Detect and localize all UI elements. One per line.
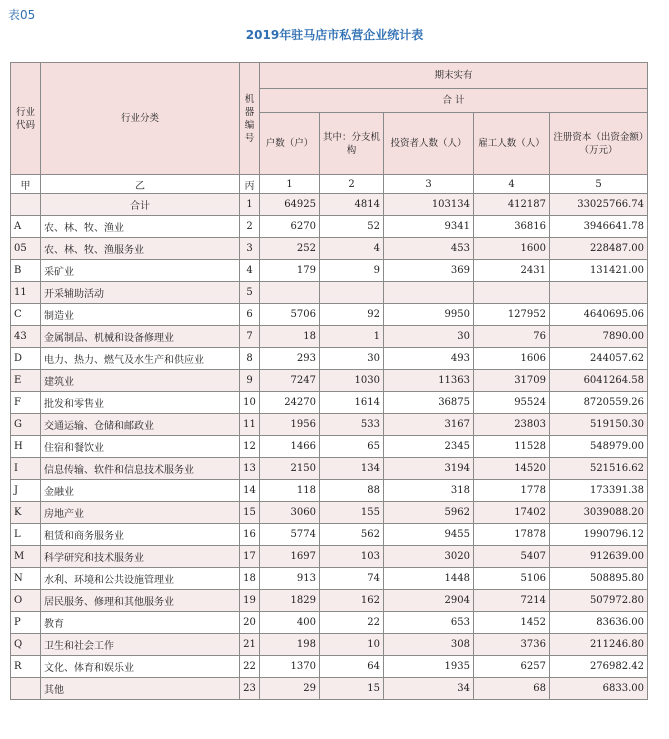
branches-cell: 92 xyxy=(320,304,384,326)
capital-cell: 33025766.74 xyxy=(550,194,648,216)
employees-cell: 6257 xyxy=(474,656,550,678)
households-cell: 29 xyxy=(260,678,320,700)
capital-cell: 228487.00 xyxy=(550,238,648,260)
investors-cell: 1935 xyxy=(384,656,474,678)
branches-cell: 30 xyxy=(320,348,384,370)
table-row xyxy=(11,414,648,436)
machine-code-cell: 13 xyxy=(240,458,260,480)
capital-cell: 3946641.78 xyxy=(550,216,648,238)
industry-name-cell: 租赁和商务服务业 xyxy=(41,524,240,546)
branches-cell: 65 xyxy=(320,436,384,458)
households-cell: 118 xyxy=(260,480,320,502)
industry-code-cell xyxy=(11,194,41,216)
table-row xyxy=(11,392,648,414)
branches-cell: 64 xyxy=(320,656,384,678)
industry-code-cell: M xyxy=(11,546,41,568)
employees-cell: 5106 xyxy=(474,568,550,590)
households-cell: 179 xyxy=(260,260,320,282)
households-cell: 3060 xyxy=(260,502,320,524)
branches-cell: 1030 xyxy=(320,370,384,392)
employees-cell: 127952 xyxy=(474,304,550,326)
machine-code-cell: 10 xyxy=(240,392,260,414)
capital-cell: 548979.00 xyxy=(550,436,648,458)
households-cell: 7247 xyxy=(260,370,320,392)
industry-code-cell: K xyxy=(11,502,41,524)
investors-cell: 34 xyxy=(384,678,474,700)
investors-cell: 2345 xyxy=(384,436,474,458)
industry-name-cell: 金属制品、机械和设备修理业 xyxy=(41,326,240,348)
investors-cell: 9455 xyxy=(384,524,474,546)
investors-cell: 36875 xyxy=(384,392,474,414)
industry-name-cell: 制造业 xyxy=(41,304,240,326)
employees-cell: 23803 xyxy=(474,414,550,436)
table-row xyxy=(11,480,648,502)
table-row xyxy=(11,524,648,546)
machine-code-cell: 8 xyxy=(240,348,260,370)
table-number: 表05 xyxy=(8,8,36,22)
investors-cell: 3194 xyxy=(384,458,474,480)
branches-cell: 22 xyxy=(320,612,384,634)
table-row xyxy=(11,282,648,304)
households-cell: 1370 xyxy=(260,656,320,678)
table-row xyxy=(11,370,648,392)
industry-name-cell: 文化、体育和娱乐业 xyxy=(41,656,240,678)
table-row xyxy=(11,612,648,634)
industry-code-cell: B xyxy=(11,260,41,282)
branches-cell: 9 xyxy=(320,260,384,282)
machine-code-cell: 3 xyxy=(240,238,260,260)
households-cell: 24270 xyxy=(260,392,320,414)
capital-cell: 4640695.06 xyxy=(550,304,648,326)
header-investors: 投资者人数（人） xyxy=(384,113,474,175)
machine-code-cell: 6 xyxy=(240,304,260,326)
capital-cell: 6041264.58 xyxy=(550,370,648,392)
investors-cell: 3020 xyxy=(384,546,474,568)
industry-name-cell: 教育 xyxy=(41,612,240,634)
households-cell: 5706 xyxy=(260,304,320,326)
header-branches: 其中：分支机构 xyxy=(320,113,384,175)
investors-cell: 308 xyxy=(384,634,474,656)
capital-cell xyxy=(550,282,648,304)
seq-label: 乙 xyxy=(41,175,240,194)
investors-cell: 318 xyxy=(384,480,474,502)
investors-cell: 11363 xyxy=(384,370,474,392)
households-cell: 913 xyxy=(260,568,320,590)
capital-cell: 244057.62 xyxy=(550,348,648,370)
machine-code-cell: 23 xyxy=(240,678,260,700)
machine-code-cell: 22 xyxy=(240,656,260,678)
households-cell: 6270 xyxy=(260,216,320,238)
investors-cell: 3167 xyxy=(384,414,474,436)
households-cell: 1829 xyxy=(260,590,320,612)
investors-cell: 9341 xyxy=(384,216,474,238)
households-cell: 5774 xyxy=(260,524,320,546)
industry-code-cell: L xyxy=(11,524,41,546)
capital-cell: 507972.80 xyxy=(550,590,648,612)
table-row xyxy=(11,216,648,238)
capital-cell: 83636.00 xyxy=(550,612,648,634)
employees-cell: 17402 xyxy=(474,502,550,524)
table-row xyxy=(11,348,648,370)
industry-name-cell: 批发和零售业 xyxy=(41,392,240,414)
industry-name-cell: 科学研究和技术服务业 xyxy=(41,546,240,568)
branches-cell: 4 xyxy=(320,238,384,260)
machine-code-cell: 2 xyxy=(240,216,260,238)
table-row xyxy=(11,546,648,568)
table-row xyxy=(11,326,648,348)
investors-cell: 2904 xyxy=(384,590,474,612)
industry-name-cell: 交通运输、仓储和邮政业 xyxy=(41,414,240,436)
industry-name-cell: 住宿和餐饮业 xyxy=(41,436,240,458)
industry-code-cell: F xyxy=(11,392,41,414)
industry-name-cell: 开采辅助活动 xyxy=(41,282,240,304)
machine-code-cell: 9 xyxy=(240,370,260,392)
table-row xyxy=(11,656,648,678)
industry-code-cell xyxy=(11,678,41,700)
employees-cell: 11528 xyxy=(474,436,550,458)
employees-cell: 5407 xyxy=(474,546,550,568)
machine-code-cell: 19 xyxy=(240,590,260,612)
industry-code-cell: H xyxy=(11,436,41,458)
employees-cell: 1600 xyxy=(474,238,550,260)
employees-cell: 36816 xyxy=(474,216,550,238)
capital-cell: 7890.00 xyxy=(550,326,648,348)
industry-code-cell: 43 xyxy=(11,326,41,348)
branches-cell: 562 xyxy=(320,524,384,546)
table-row xyxy=(11,238,648,260)
capital-cell: 6833.00 xyxy=(550,678,648,700)
industry-name-cell: 卫生和社会工作 xyxy=(41,634,240,656)
investors-cell: 493 xyxy=(384,348,474,370)
industry-code-cell: N xyxy=(11,568,41,590)
branches-cell: 15 xyxy=(320,678,384,700)
branches-cell: 10 xyxy=(320,634,384,656)
table-row xyxy=(11,260,648,282)
employees-cell: 412187 xyxy=(474,194,550,216)
machine-code-cell: 17 xyxy=(240,546,260,568)
branches-cell: 1 xyxy=(320,326,384,348)
employees-cell: 3736 xyxy=(474,634,550,656)
employees-cell: 7214 xyxy=(474,590,550,612)
households-cell: 1697 xyxy=(260,546,320,568)
households-cell: 2150 xyxy=(260,458,320,480)
header-industry-code: 行业代码 xyxy=(11,63,41,175)
households-cell: 18 xyxy=(260,326,320,348)
machine-code-cell: 12 xyxy=(240,436,260,458)
households-cell: 1956 xyxy=(260,414,320,436)
employees-cell: 14520 xyxy=(474,458,550,480)
investors-cell: 9950 xyxy=(384,304,474,326)
header-employees: 雇工人数（人） xyxy=(474,113,550,175)
machine-code-cell: 18 xyxy=(240,568,260,590)
machine-code-cell: 14 xyxy=(240,480,260,502)
employees-cell: 95524 xyxy=(474,392,550,414)
investors-cell: 1448 xyxy=(384,568,474,590)
seq-label: 1 xyxy=(260,175,320,194)
employees-cell xyxy=(474,282,550,304)
branches-cell: 103 xyxy=(320,546,384,568)
capital-cell: 1990796.12 xyxy=(550,524,648,546)
table-row xyxy=(11,590,648,612)
industry-name-cell: 信息传输、软件和信息技术服务业 xyxy=(41,458,240,480)
industry-name-cell: 建筑业 xyxy=(41,370,240,392)
industry-code-cell: G xyxy=(11,414,41,436)
machine-code-cell: 5 xyxy=(240,282,260,304)
branches-cell: 533 xyxy=(320,414,384,436)
machine-code-cell: 4 xyxy=(240,260,260,282)
industry-code-cell: 11 xyxy=(11,282,41,304)
households-cell: 293 xyxy=(260,348,320,370)
branches-cell: 1614 xyxy=(320,392,384,414)
header-period-end: 期末实有 xyxy=(260,63,648,89)
industry-name-cell: 合计 xyxy=(41,194,240,216)
industry-name-cell: 农、林、牧、渔服务业 xyxy=(41,238,240,260)
employees-cell: 76 xyxy=(474,326,550,348)
capital-cell: 912639.00 xyxy=(550,546,648,568)
branches-cell xyxy=(320,282,384,304)
industry-code-cell: P xyxy=(11,612,41,634)
machine-code-cell: 21 xyxy=(240,634,260,656)
table-row xyxy=(11,678,648,700)
industry-name-cell: 金融业 xyxy=(41,480,240,502)
industry-code-cell: C xyxy=(11,304,41,326)
employees-cell: 1606 xyxy=(474,348,550,370)
header-total: 合 计 xyxy=(260,89,648,113)
industry-name-cell: 房地产业 xyxy=(41,502,240,524)
machine-code-cell: 7 xyxy=(240,326,260,348)
industry-name-cell: 其他 xyxy=(41,678,240,700)
branches-cell: 88 xyxy=(320,480,384,502)
households-cell: 198 xyxy=(260,634,320,656)
industry-name-cell: 采矿业 xyxy=(41,260,240,282)
employees-cell: 2431 xyxy=(474,260,550,282)
industry-name-cell: 居民服务、修理和其他服务业 xyxy=(41,590,240,612)
table-row xyxy=(11,458,648,480)
header-capital: 注册资本（出资金额）（万元） xyxy=(550,113,648,175)
branches-cell: 155 xyxy=(320,502,384,524)
table-row xyxy=(11,304,648,326)
machine-code-cell: 20 xyxy=(240,612,260,634)
employees-cell: 31709 xyxy=(474,370,550,392)
branches-cell: 74 xyxy=(320,568,384,590)
industry-code-cell: D xyxy=(11,348,41,370)
machine-code-cell: 1 xyxy=(240,194,260,216)
industry-code-cell: I xyxy=(11,458,41,480)
branches-cell: 162 xyxy=(320,590,384,612)
industry-code-cell: A xyxy=(11,216,41,238)
header-industry-class: 行业分类 xyxy=(41,63,240,175)
capital-cell: 3039088.20 xyxy=(550,502,648,524)
machine-code-cell: 16 xyxy=(240,524,260,546)
table-row xyxy=(11,194,648,216)
seq-label: 5 xyxy=(550,175,648,194)
industry-name-cell: 农、林、牧、渔业 xyxy=(41,216,240,238)
capital-cell: 508895.80 xyxy=(550,568,648,590)
households-cell: 64925 xyxy=(260,194,320,216)
investors-cell: 30 xyxy=(384,326,474,348)
capital-cell: 521516.62 xyxy=(550,458,648,480)
industry-code-cell: E xyxy=(11,370,41,392)
seq-label: 3 xyxy=(384,175,474,194)
investors-cell xyxy=(384,282,474,304)
employees-cell: 17878 xyxy=(474,524,550,546)
industry-code-cell: J xyxy=(11,480,41,502)
machine-code-cell: 15 xyxy=(240,502,260,524)
machine-code-cell: 11 xyxy=(240,414,260,436)
branches-cell: 4814 xyxy=(320,194,384,216)
investors-cell: 5962 xyxy=(384,502,474,524)
seq-label: 丙 xyxy=(240,175,260,194)
employees-cell: 1778 xyxy=(474,480,550,502)
industry-code-cell: 05 xyxy=(11,238,41,260)
investors-cell: 103134 xyxy=(384,194,474,216)
households-cell: 1466 xyxy=(260,436,320,458)
industry-code-cell: R xyxy=(11,656,41,678)
investors-cell: 453 xyxy=(384,238,474,260)
capital-cell: 211246.80 xyxy=(550,634,648,656)
header-households: 户数（户） xyxy=(260,113,320,175)
seq-label: 4 xyxy=(474,175,550,194)
table-row xyxy=(11,568,648,590)
capital-cell: 131421.00 xyxy=(550,260,648,282)
households-cell: 252 xyxy=(260,238,320,260)
capital-cell: 173391.38 xyxy=(550,480,648,502)
branches-cell: 52 xyxy=(320,216,384,238)
employees-cell: 68 xyxy=(474,678,550,700)
seq-label: 甲 xyxy=(11,175,41,194)
statistics-table xyxy=(10,62,648,700)
employees-cell: 1452 xyxy=(474,612,550,634)
table-title: 2019年驻马店市私营企业统计表 xyxy=(245,28,424,42)
header-machine-code: 机器编号 xyxy=(240,63,260,175)
seq-label: 2 xyxy=(320,175,384,194)
industry-name-cell: 电力、热力、燃气及水生产和供应业 xyxy=(41,348,240,370)
table-row xyxy=(11,436,648,458)
capital-cell: 8720559.26 xyxy=(550,392,648,414)
industry-code-cell: O xyxy=(11,590,41,612)
industry-code-cell: Q xyxy=(11,634,41,656)
households-cell: 400 xyxy=(260,612,320,634)
investors-cell: 653 xyxy=(384,612,474,634)
table-row xyxy=(11,502,648,524)
branches-cell: 134 xyxy=(320,458,384,480)
capital-cell: 276982.42 xyxy=(550,656,648,678)
capital-cell: 519150.30 xyxy=(550,414,648,436)
households-cell xyxy=(260,282,320,304)
table-row xyxy=(11,634,648,656)
industry-name-cell: 水利、环境和公共设施管理业 xyxy=(41,568,240,590)
investors-cell: 369 xyxy=(384,260,474,282)
